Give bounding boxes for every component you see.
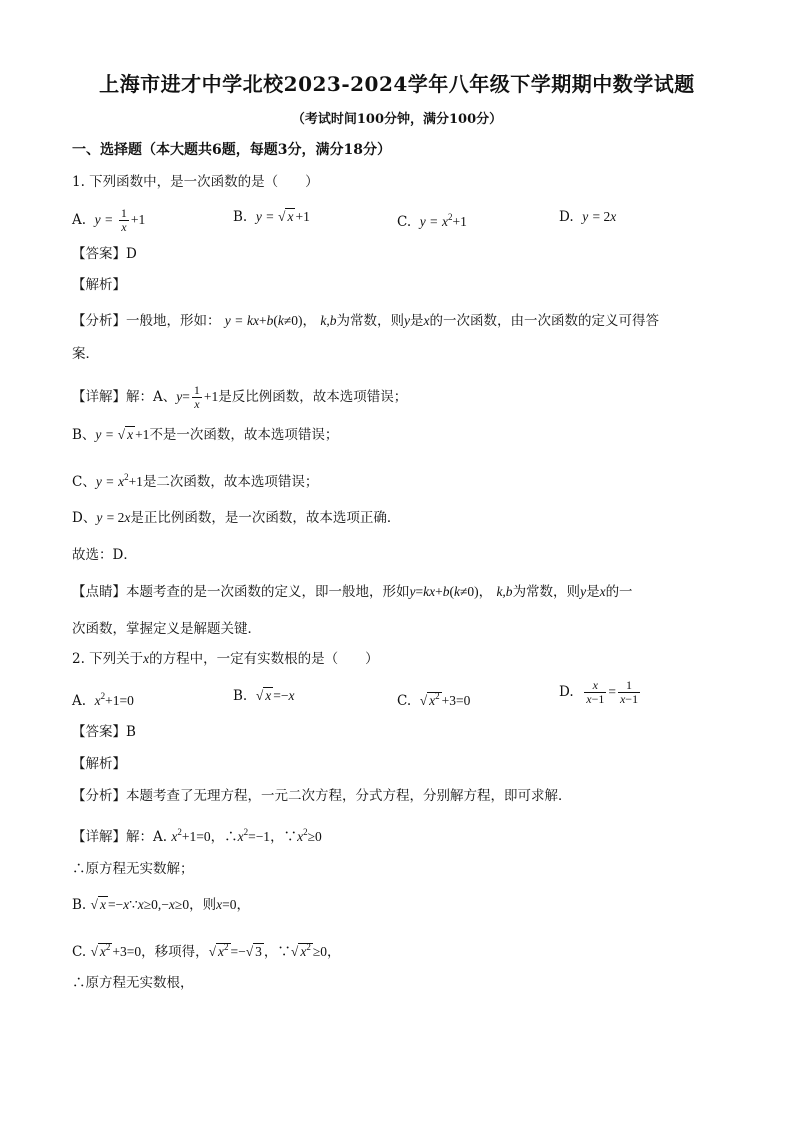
q2-no-root-c: ∴原方程无实数根， [72, 975, 194, 991]
q1-dianjing: 【点睛】本题考查的是一次函数的定义，即一般地，形如y=kx+b(k≠0)， k,b为常数，则y是x的一 [72, 584, 633, 600]
q2-analysis-tag: 【解析】 [72, 756, 126, 772]
q1-option-d: D. y = 2x [559, 209, 617, 225]
q1-answer: 【答案】D [72, 246, 137, 262]
q2-option-b: B. √ x =−x [233, 688, 295, 704]
question-2-stem: 2. 下列关于x的方程中，一定有实数根的是（ ） [72, 651, 379, 667]
q2-no-root-a: ∴原方程无实数解； [72, 861, 194, 877]
q1-detail-b: B、y = √ x +1不是一次函数，故本选项错误； [72, 427, 339, 443]
q1-choice: 故选：D． [72, 547, 137, 563]
q1-analysis-tag: 【解析】 [72, 277, 126, 293]
q2-detail-c: C. √ $x^2 +3=0$，移项得，√ $x^2$ =−√ 3 ，∵√ $x^2 \ge 0$， [72, 942, 341, 960]
q2-fenxi: 【分析】本题考查了无理方程，一元二次方程，分式方程，分别解方程，即可求解． [72, 788, 572, 804]
q1-option-a: A. y = $\frac{1}{x}$ +1 [72, 206, 146, 234]
exam-info: （考试时间100分钟，满分100分） [291, 112, 503, 127]
q2-option-d: D. $\frac{x}{x-1}$ = $\frac{1}{x-1}$ [559, 678, 639, 706]
page-title: 上海市进才中学北校2023-2024学年八年级下学期期中数学试题 [99, 72, 695, 96]
q1-detail-d: D、y = 2x是正比例函数，是一次函数，故本选项正确． [72, 510, 401, 526]
q2-detail-a: 【详解】解：A. $x^2+1=0$，$\therefore x^2=-1$，$\because x^2\ge 0$ [72, 827, 322, 845]
q1-dianjing-cont: 次函数，掌握定义是解题关键． [72, 621, 261, 637]
q2-option-a: A. $x^2+1=0$ [72, 691, 134, 709]
q1-option-c: C. $y = x^2+1$ [397, 212, 467, 230]
section-heading: 一、选择题（本大题共6题，每题3分，满分18分） [72, 142, 391, 158]
q2-detail-b: B. √ x =−x∵x≥0,−x≥0，则x=0， [72, 897, 250, 913]
question-1-stem: 1. 下列函数中，是一次函数的是（ ） [72, 174, 319, 190]
q2-answer: 【答案】B [72, 724, 136, 740]
q1-detail-c: C、$y = x^2+1$是二次函数，故本选项错误； [72, 472, 319, 490]
q1-option-b: B. y = √ x +1 [233, 209, 310, 225]
q1-fenxi: 【分析】一般地，形如： y = kx+b(k≠0)， k,b为常数，则y是x的一次函数，由一次函数的定义可得答 [72, 313, 659, 329]
q1-fenxi-cont: 案． [72, 346, 99, 362]
q2-option-c: C. √ $x^2 +3=0$ [397, 691, 471, 709]
q1-detail-a: 【详解】解：A、y= $\frac{1}{x}$ +1是反比例函数，故本选项错误； [72, 383, 408, 411]
